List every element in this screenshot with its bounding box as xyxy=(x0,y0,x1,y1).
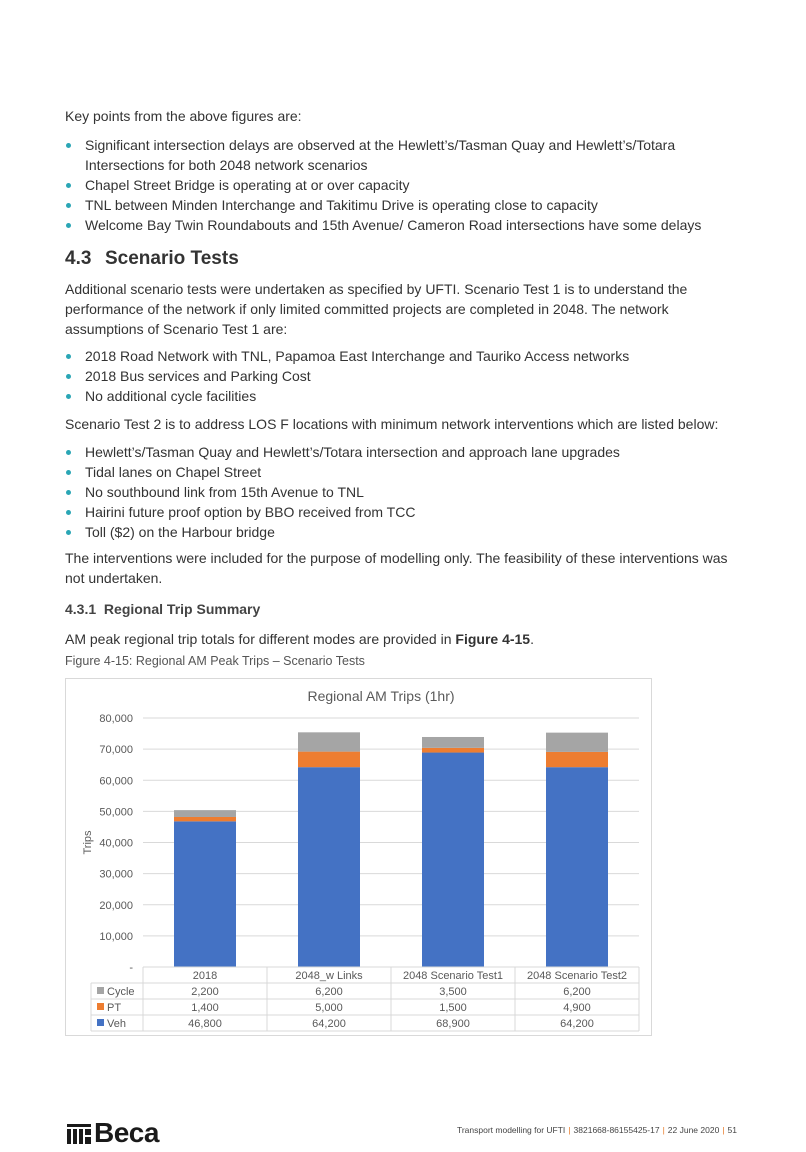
scenario-paragraph-3: The interventions were included for the purpose of modelling only. The feasibility of these interventions was not undertaken. xyxy=(65,550,728,586)
list-item: Tidal lanes on Chapel Street xyxy=(65,462,620,482)
y-axis-label: Trips xyxy=(82,830,94,855)
y-tick-label: 40,000 xyxy=(99,837,133,850)
list-item: No southbound link from 15th Avenue to TNL xyxy=(65,482,620,502)
footer-ref: 3821668-86155425-17 xyxy=(573,1125,660,1135)
subsection-heading xyxy=(65,601,260,617)
chart-container xyxy=(65,678,652,1036)
list-item: Hairini future proof option by BBO received from TCC xyxy=(65,502,620,522)
bar-cycle-0 xyxy=(174,810,236,817)
bar-cycle-1 xyxy=(298,732,360,751)
subsection-title: Regional Trip Summary xyxy=(103,601,261,617)
data-label: 6,200 xyxy=(563,986,591,998)
legend-swatch-pt xyxy=(97,1003,104,1010)
subsection-number: 4.3.1 xyxy=(65,601,97,617)
y-tick-label: 30,000 xyxy=(99,868,133,881)
bar-veh-1 xyxy=(298,767,360,967)
legend-label: Veh xyxy=(107,1018,126,1030)
data-label: 4,900 xyxy=(563,1002,591,1014)
section-number: 4.3 xyxy=(65,248,92,269)
section-heading xyxy=(65,248,239,270)
legend-swatch-cycle xyxy=(97,987,104,994)
data-label: 3,500 xyxy=(439,986,467,998)
data-label: 64,200 xyxy=(560,1018,594,1030)
list-item: 2018 Bus services and Parking Cost xyxy=(65,366,629,386)
list-item: Welcome Bay Twin Roundabouts and 15th Avenue/ Cameron Road intersections have some delays xyxy=(65,215,745,235)
x-tick-label: 2048_w Links xyxy=(295,970,363,982)
y-tick-label: 50,000 xyxy=(99,806,133,819)
footer-page: 51 xyxy=(727,1125,737,1135)
footer-date: 22 June 2020 xyxy=(667,1125,720,1135)
data-label: 1,500 xyxy=(439,1002,467,1014)
y-tick-label: 80,000 xyxy=(99,713,133,725)
beca-logo-text: Beca xyxy=(94,1117,159,1148)
reference-end: . xyxy=(530,631,534,647)
bar-cycle-2 xyxy=(422,737,484,748)
bar-pt-0 xyxy=(174,817,236,821)
y-tick-label: 20,000 xyxy=(99,899,133,912)
y-tick-label: 60,000 xyxy=(99,775,133,788)
list-item: Significant intersection delays are observed at the Hewlett’s/Tasman Quay and Hewlett’s/Totara Intersections for both 2048 network scenarios xyxy=(65,135,745,175)
data-label: 46,800 xyxy=(188,1018,222,1030)
list-item: No additional cycle facilities xyxy=(65,386,629,406)
reference-text: AM peak regional trip totals for different modes are provided in xyxy=(65,631,456,647)
list-item: TNL between Minden Interchange and Takitimu Drive is operating close to capacity xyxy=(65,195,745,215)
chart-title: Regional AM Trips (1hr) xyxy=(307,688,455,704)
data-label: 68,900 xyxy=(436,1018,470,1030)
test2-interventions-list xyxy=(65,442,620,542)
list-item: Hewlett’s/Tasman Quay and Hewlett’s/Totara intersection and approach lane upgrades xyxy=(65,442,620,462)
key-points-list xyxy=(65,135,745,235)
x-tick-label: 2048 Scenario Test2 xyxy=(526,970,628,982)
stacked-bar-chart xyxy=(66,679,651,1035)
bar-veh-0 xyxy=(174,821,236,967)
scenario-paragraph-1: Additional scenario tests were undertaken as specified by UFTI. Scenario Test 1 is to understand the performance of the network if only limited committed projects are completed in 2048. The network assumptions of Scenario Test 1 are: xyxy=(65,281,688,337)
bar-pt-2 xyxy=(422,748,484,753)
figure-reference-paragraph xyxy=(65,629,534,649)
list-item: Chapel Street Bridge is operating at or over capacity xyxy=(65,175,745,195)
beca-logo-icon xyxy=(67,1122,91,1144)
test1-assumptions-list xyxy=(65,346,629,406)
data-label: 1,400 xyxy=(191,1002,219,1014)
bar-pt-1 xyxy=(298,752,360,768)
bar-veh-2 xyxy=(422,753,484,967)
data-label: 5,000 xyxy=(315,1002,343,1014)
y-tick-label: - xyxy=(129,962,133,974)
bar-veh-3 xyxy=(546,767,608,967)
x-tick-label: 2018 xyxy=(192,970,218,982)
bar-cycle-3 xyxy=(546,733,608,752)
scenario-paragraph-2: Scenario Test 2 is to address LOS F locations with minimum network interventions which are listed below: xyxy=(65,416,719,432)
data-label: 6,200 xyxy=(315,986,343,998)
legend-swatch-veh xyxy=(97,1019,104,1026)
legend-label: Cycle xyxy=(107,986,135,998)
footer-info: Transport modelling for UFTI | 3821668-86155425-17 | 22 June 2020 | 51 xyxy=(456,1125,737,1135)
footer-doc: Transport modelling for UFTI xyxy=(456,1125,566,1135)
intro-text: Key points from the above figures are: xyxy=(65,108,302,124)
bar-pt-3 xyxy=(546,752,608,767)
legend-label: PT xyxy=(107,1002,122,1014)
data-label: 64,200 xyxy=(312,1018,346,1030)
x-tick-label: 2048 Scenario Test1 xyxy=(402,970,504,982)
section-title: Scenario Tests xyxy=(105,248,239,269)
beca-logo xyxy=(67,1117,159,1149)
y-tick-label: 10,000 xyxy=(99,930,133,943)
list-item: 2018 Road Network with TNL, Papamoa East Interchange and Tauriko Access networks xyxy=(65,346,629,366)
figure-caption: Figure 4-15: Regional AM Peak Trips – Scenario Tests xyxy=(65,654,365,668)
figure-link[interactable]: Figure 4-15 xyxy=(455,631,531,647)
y-tick-label: 70,000 xyxy=(99,744,133,757)
data-label: 2,200 xyxy=(191,986,219,998)
list-item: Toll ($2) on the Harbour bridge xyxy=(65,522,620,542)
